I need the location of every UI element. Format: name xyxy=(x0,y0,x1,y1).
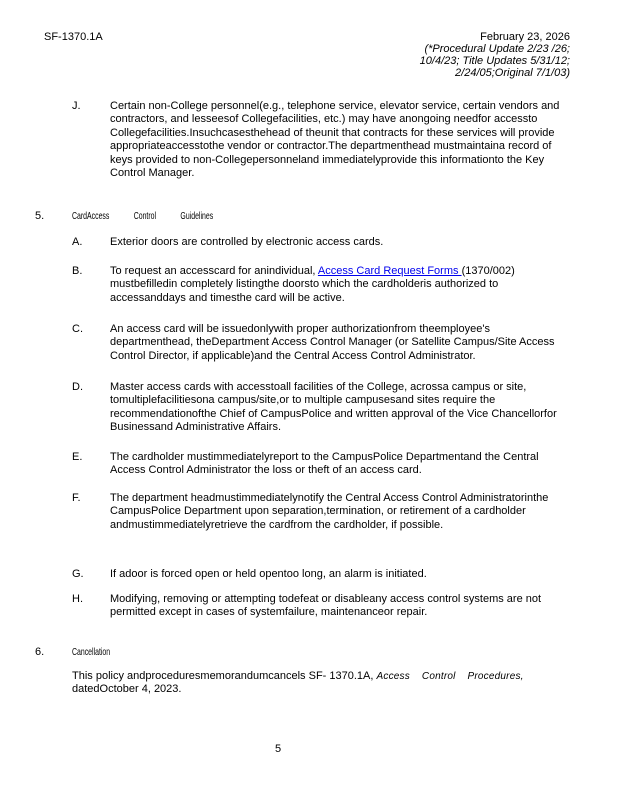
paragraph-text-segment: This policy andproceduresmemorandumcancels SF- 1370.1A, xyxy=(72,670,374,682)
item-text-segment: (1370/002) mustbefilledin completely listingthe doorsto which the cardholderis authorized to accessanddays and timesthe card will be active. xyxy=(110,265,515,304)
cited-document-title: Access Control Procedures, xyxy=(376,671,524,682)
access-card-request-forms-link[interactable]: Access Card Request Forms xyxy=(317,265,462,277)
item-label: E. xyxy=(72,451,83,463)
section-number: 5. xyxy=(35,210,45,222)
list-item-c xyxy=(72,323,566,363)
item-label: F. xyxy=(72,492,81,504)
cancellation-paragraph xyxy=(72,670,572,697)
list-item-d xyxy=(72,381,566,435)
list-item-e xyxy=(72,451,566,478)
item-label: C. xyxy=(72,323,83,335)
paragraph-text-segment: datedOctober 4, 2023. xyxy=(72,683,182,696)
item-label: D. xyxy=(72,381,83,393)
section-title: CardAccess Control Guidelines xyxy=(72,210,214,222)
revision-line: (*Procedural Update 2/23 /26; xyxy=(424,43,570,55)
list-item-j xyxy=(72,100,566,180)
document-number: SF-1370.1A xyxy=(44,31,103,43)
item-text: Master access cards with accesstoall facilities of the College, acrossa campus or site, tomultiplefacilitiesona campus/site,or to multiple campusesand sites require the recommendationofthe Chief of CampusPolice and written approval of the Vice Chancellorfor Businessand Administrative Affairs. xyxy=(110,381,557,434)
revision-line: 10/4/23; Title Updates 5/31/12; xyxy=(419,55,570,67)
item-text: If adoor is forced open or held opentoo long, an alarm is initiated. xyxy=(110,568,427,580)
section-6-heading xyxy=(35,646,618,659)
item-text: Exterior doors are controlled by electronic access cards. xyxy=(110,236,384,248)
page-number: 5 xyxy=(275,743,282,755)
list-item-f xyxy=(72,492,566,532)
item-text: Certain non-College personnel(e.g., telephone service, elevator service, certain vendors and contractors, and lesseesof Collegefacilities, etc.) may have anongoing needfor accessto Collegefacilities.Insuchcasesthehead of theunit that contracts for these services will provide appropriateaccesstothe vendor or contractor.The departmenthead mustmaintaina record of keys provided to non-Collegepersonneland immediatelyprovide this informationto the Key Control Manager. xyxy=(110,100,560,180)
item-label: B. xyxy=(72,265,83,277)
section-5-heading xyxy=(35,210,618,223)
date-block xyxy=(420,31,570,79)
list-item-h xyxy=(72,593,566,620)
item-label: G. xyxy=(72,568,84,580)
revision-line: 2/24/05;Original 7/1/03) xyxy=(455,67,570,79)
section-number: 6. xyxy=(35,646,45,658)
item-text xyxy=(110,265,566,305)
item-text: An access card will be issuedonlywith proper authorizationfrom theemployee's departmenthead, theDepartment Access Control Manager (or Satellite Campus/Site Access Control Director, if applicable)and the Central Access Control Administrator. xyxy=(110,323,555,362)
list-item-a xyxy=(72,236,566,249)
item-text: Modifying, removing or attempting todefeat or disableany access control systems are not permitted except in cases of systemfailure, maintenanceor repair. xyxy=(110,593,542,619)
item-label: A. xyxy=(72,236,83,248)
item-label: J. xyxy=(72,100,81,112)
effective-date: February 23, 2026 xyxy=(480,31,570,43)
list-item-b xyxy=(72,265,566,305)
item-text: The department headmustimmediatelynotify the Central Access Control Administratorinthe CampusPolice Department upon separation,termination, or retirement of a cardholder andmustimmediatelyretrieve the cardfrom the cardholder, if possible. xyxy=(110,492,549,531)
section-title: Cancellation xyxy=(72,646,111,658)
item-label: H. xyxy=(72,593,83,605)
list-item-g xyxy=(72,568,566,581)
item-text: The cardholder mustimmediatelyreport to the CampusPolice Departmentand the Central Access Control Administrator the loss or theft of an access card. xyxy=(110,451,539,477)
page-header xyxy=(44,31,570,79)
item-text-segment: To request an accesscard for anindividual, xyxy=(110,265,316,277)
